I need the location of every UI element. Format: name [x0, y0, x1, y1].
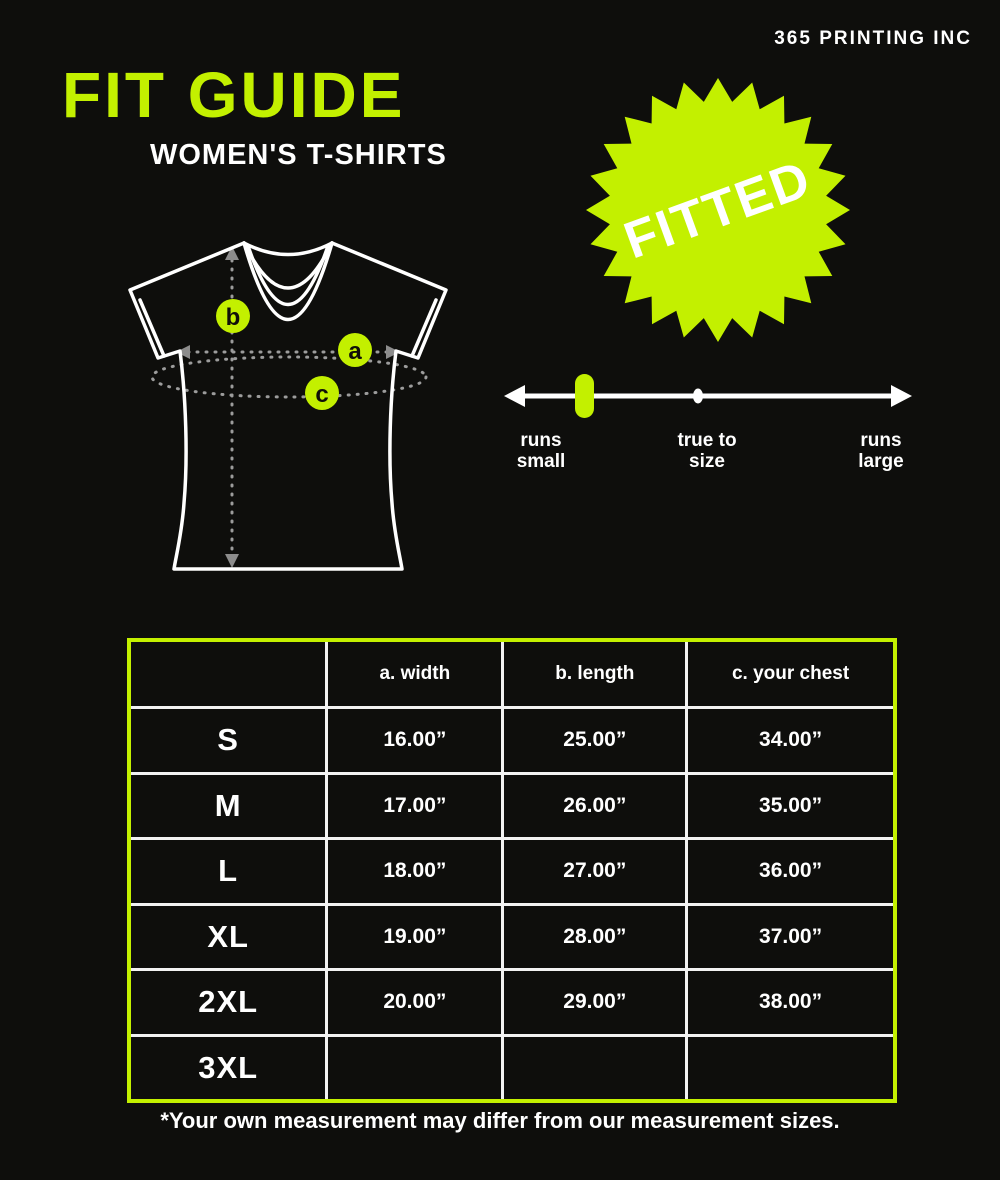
- chest-cell: 37.00”: [688, 906, 893, 969]
- tshirt-outline: [130, 243, 446, 569]
- fit-scale: [503, 372, 913, 422]
- chest-cell: 35.00”: [688, 775, 893, 838]
- chest-cell: 38.00”: [688, 971, 893, 1034]
- width-cell: 19.00”: [328, 906, 501, 969]
- length-cell: 25.00”: [504, 709, 685, 772]
- width-cell: 20.00”: [328, 971, 501, 1034]
- scale-arrow-right-icon: [891, 385, 912, 407]
- length-cell: [504, 1037, 685, 1100]
- true-to-size-line1: true to: [677, 430, 737, 451]
- size-table: [127, 638, 897, 1103]
- fit-position-marker: [575, 374, 594, 418]
- chest-cell: 36.00”: [688, 840, 893, 903]
- chest-cell: [688, 1037, 893, 1100]
- scale-label-true-to-size: [650, 430, 764, 472]
- length-cell: 28.00”: [504, 906, 685, 969]
- page-title: FIT GUIDE: [62, 59, 406, 131]
- runs-large-line1: runs: [860, 430, 902, 451]
- size-cell: S: [131, 709, 325, 772]
- measure-a-label: a: [348, 338, 362, 365]
- fitted-badge: [583, 75, 853, 345]
- size-cell: L: [131, 840, 325, 903]
- length-cell: 26.00”: [504, 775, 685, 838]
- true-to-size-dot: [693, 389, 703, 404]
- size-cell: XL: [131, 906, 325, 969]
- size-cell: M: [131, 775, 325, 838]
- badge-label: FITTED: [616, 149, 820, 271]
- size-cell: 2XL: [131, 971, 325, 1034]
- footnote: *Your own measurement may differ from our measurement sizes.: [160, 1108, 840, 1133]
- width-cell: 17.00”: [328, 775, 501, 838]
- header-cell-length: b. length: [504, 642, 685, 706]
- scale-label-runs-small: [498, 430, 584, 472]
- header-cell-width: a. width: [328, 642, 501, 706]
- header-cell-blank: [131, 642, 325, 706]
- length-cell: 27.00”: [504, 840, 685, 903]
- width-cell: 18.00”: [328, 840, 501, 903]
- page-subtitle: WOMEN'S T-SHIRTS: [150, 139, 447, 171]
- brand-name: 365 PRINTING INC: [774, 28, 972, 49]
- runs-small-line2: small: [516, 451, 566, 472]
- size-cell: 3XL: [131, 1037, 325, 1100]
- scale-label-runs-large: [838, 430, 924, 472]
- measure-c-label: c: [315, 381, 329, 408]
- measure-markers: [216, 299, 372, 410]
- guide-arrowheads: [176, 246, 400, 568]
- width-cell: [328, 1037, 501, 1100]
- runs-small-line1: runs: [520, 430, 562, 451]
- width-cell: 16.00”: [328, 709, 501, 772]
- length-cell: 29.00”: [504, 971, 685, 1034]
- scale-arrow-left-icon: [504, 385, 525, 407]
- tshirt-diagram: [110, 228, 470, 578]
- true-to-size-line2: size: [689, 451, 725, 472]
- measure-b-label: b: [225, 304, 241, 331]
- chest-dashed-ellipse: [152, 357, 426, 397]
- chest-cell: 34.00”: [688, 709, 893, 772]
- runs-large-line2: large: [858, 451, 904, 472]
- header-cell-chest: c. your chest: [688, 642, 893, 706]
